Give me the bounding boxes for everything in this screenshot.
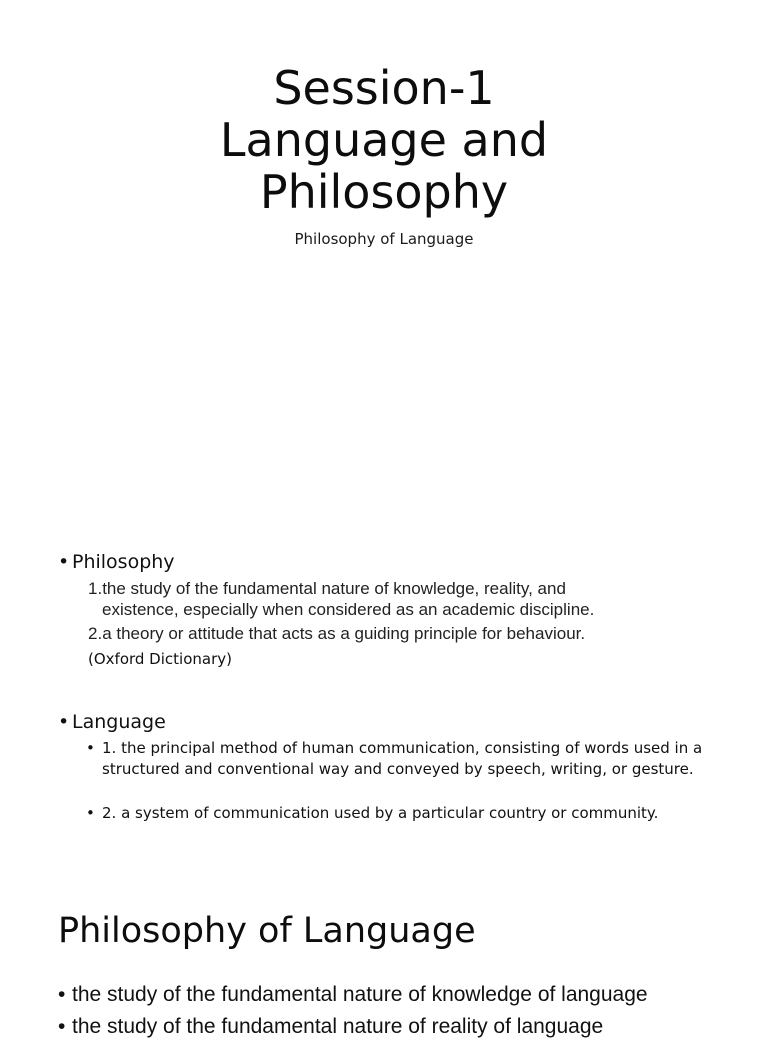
list-item [58, 982, 648, 1008]
slide-title: Philosophy of Language [58, 911, 476, 951]
list-item-text: the study of the fundamental nature of knowledge of language [72, 983, 648, 1006]
title-line-2: Language and [219, 113, 549, 167]
definition-text-line-1: a theory or attitude that acts as a guiding principle for behaviour. [102, 624, 586, 643]
definition-text-line-2: existence, especially when considered as an academic discipline. [102, 600, 595, 619]
title-line-3: Philosophy [259, 165, 509, 219]
title-line-1: Session-1 [273, 61, 495, 115]
definition-text-line-1: the study of the fundamental nature of knowledge, reality, and [102, 579, 566, 598]
language-heading-text: Language [72, 711, 166, 733]
session-subtitle: Philosophy of Language [294, 230, 474, 248]
session-title [0, 62, 768, 218]
philosophy-of-language-slide [0, 880, 768, 1038]
definition-number: 2. [88, 624, 103, 643]
language-definition-1: • 1. the principal method of human communication, consisting of words used in a structured and conventional way and conveyed by speech, writing, or gesture. [86, 738, 732, 780]
philosophy-heading [58, 550, 175, 574]
definitions-slide [0, 540, 768, 860]
language-heading [58, 710, 166, 734]
philosophy-definition-1 [88, 578, 708, 620]
philosophy-definition-2 [88, 623, 708, 644]
dictionary-source: (Oxford Dictionary) [88, 650, 232, 668]
philosophy-heading-text: Philosophy [72, 551, 175, 573]
list-item [58, 1014, 603, 1040]
language-definition-2: • 2. a system of communication used by a particular country or community. [86, 803, 732, 824]
definition-number: 1. [88, 579, 103, 598]
list-item-text: the study of the fundamental nature of reality of language [72, 1015, 604, 1038]
